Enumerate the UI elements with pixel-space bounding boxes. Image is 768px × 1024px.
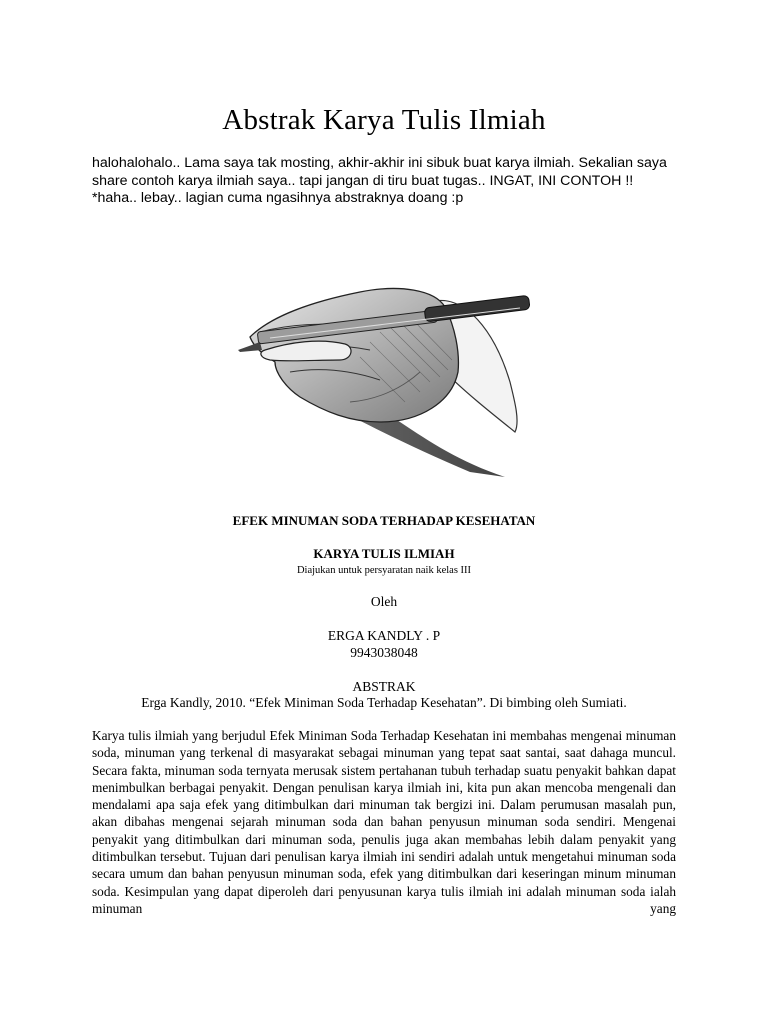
- intro-text-2: *haha.. lebay.. lagian cuma ngasihnya abstraknya doang :p: [92, 190, 464, 206]
- hand-writing-illustration: [230, 272, 530, 482]
- cover-purpose: Diajukan untuk persyaratan naik kelas III: [296, 565, 472, 576]
- cover-topic: EFEK MINUMAN SODA TERHADAP KESEHATAN: [232, 513, 536, 528]
- abstract-heading: ABSTRAK: [352, 679, 416, 694]
- intro-paragraph: [92, 155, 682, 208]
- cover-author: ERGA KANDLY . P: [327, 628, 441, 643]
- abstract-body: Karya tulis ilmiah yang berjudul Efek Miniman Soda Terhadap Kesehatan ini membahas mengenai minuman soda, minuman yang terkenal di masyarakat sebagai minuman yang tepat saat santai, saat dahaga muncul. Secara fakta, minuman soda ternyata merusak sistem pertahanan tubuh terhadap suatu penyakit bahkan dapat menimbulkan berbagai penyakit. Dengan penulisan karya ilmiah ini, kita pun akan mencoba mengenali dan mendalami apa saja efek yang ditimbulkan dari minuman tak bergizi ini. Dalam perumusan masalah pun, akan dibahas mengenai sejarah minuman soda dan bahan penyusun minuman soda sendiri. Mengenai penyakit yang ditimbulkan dari minuman soda, penulis juga akan membahas lebih dalam penyakit yang ditimbulkan tersebut. Tujuan dari penulisan karya ilmiah ini sendiri adalah untuk mengetahui minuman soda secara umum dan bahan penyusun minuman soda, efek yang ditimbulkan dari keseringan minum minuman soda. Kesimpulan yang dapat diperoleh dari penyusunan karya tulis ilmiah ini adalah minuman soda ialah minuman yang: [92, 728, 676, 916]
- cover-student-id: 9943038048: [350, 645, 418, 660]
- page-title: Abstrak Karya Tulis Ilmiah: [222, 104, 546, 136]
- abstract-citation: Erga Kandly, 2010. “Efek Miniman Soda Terhadap Kesehatan”. Di bimbing oleh Sumiati.: [141, 695, 627, 710]
- cover-by: Oleh: [370, 594, 398, 609]
- cover-doc-type: KARYA TULIS ILMIAH: [313, 546, 455, 561]
- intro-text: halohalohalo.. Lama saya tak mosting, akhir-akhir ini sibuk buat karya ilmiah. Sekalian saya share contoh karya ilmiah saya.. tapi jangan di tiru buat tugas.. INGAT, INI CONTOH !!: [92, 155, 667, 189]
